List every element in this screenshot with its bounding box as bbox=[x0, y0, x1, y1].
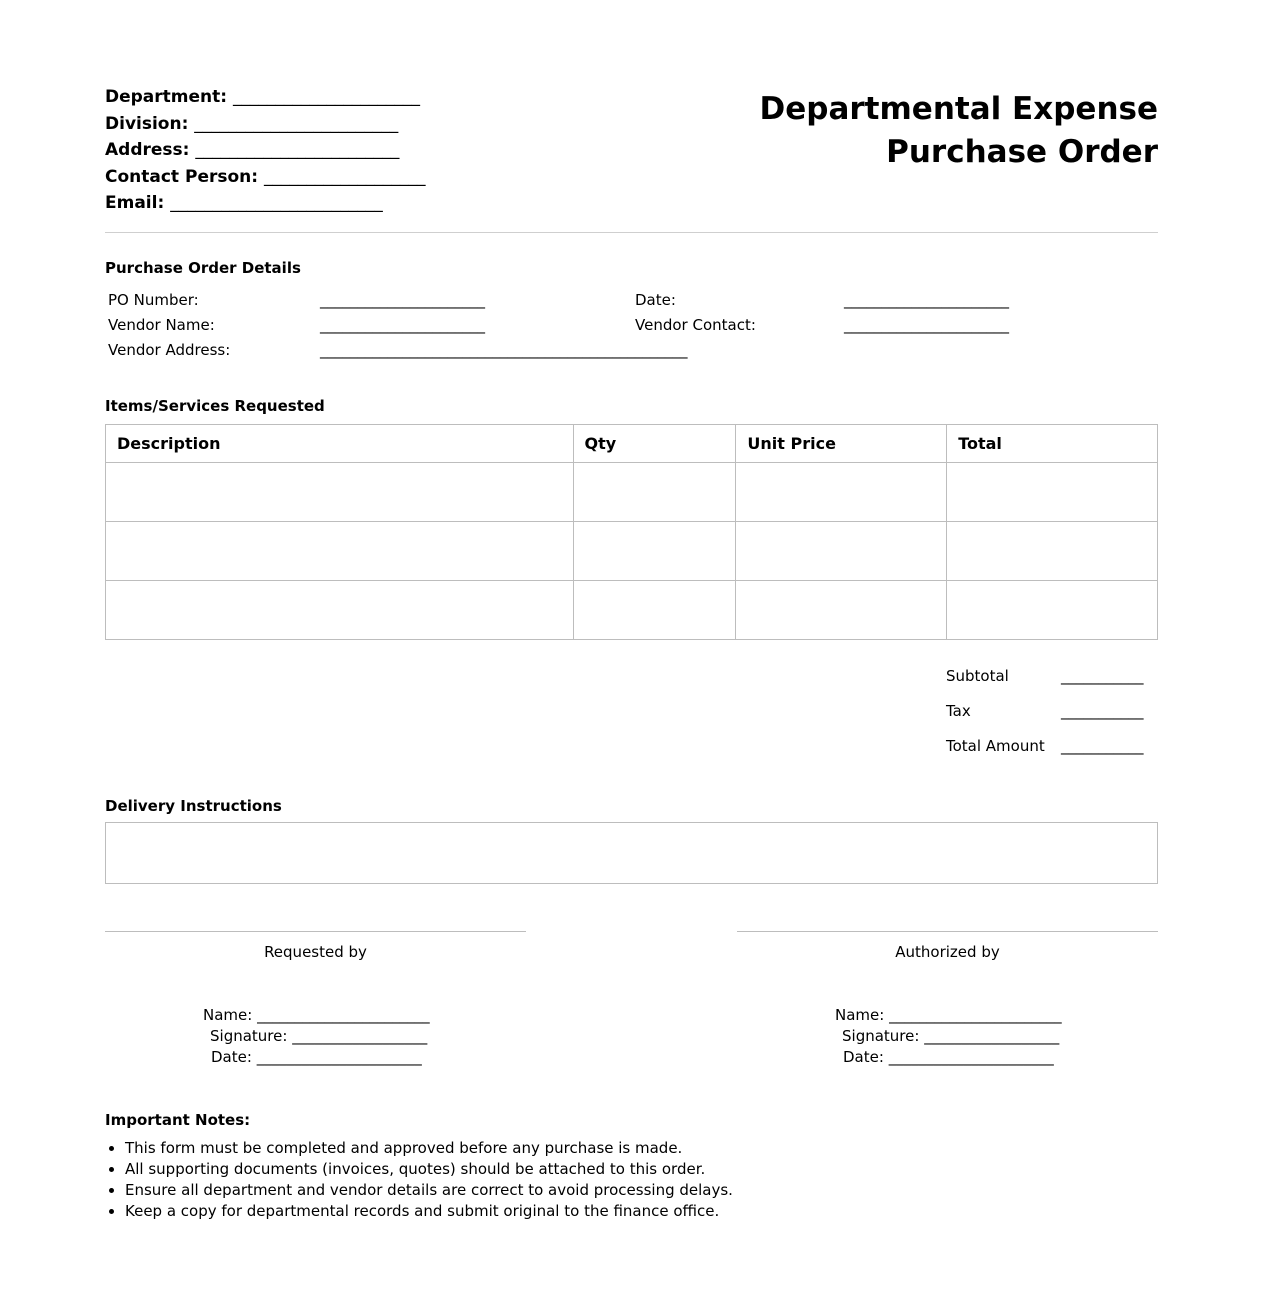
requested-signature-row[interactable] bbox=[210, 1027, 427, 1045]
column-header-unit-price: Unit Price bbox=[736, 425, 947, 463]
table-row bbox=[106, 463, 1158, 522]
unit-price-cell[interactable] bbox=[736, 463, 947, 522]
page-title bbox=[760, 88, 1158, 174]
department-label: Department: bbox=[105, 87, 228, 107]
qty-cell[interactable] bbox=[573, 522, 736, 581]
requested-signature-label: Signature: bbox=[210, 1027, 288, 1045]
vendor-address-field[interactable]: _________________________________________________ bbox=[320, 341, 688, 359]
title-line-1: Departmental Expense bbox=[759, 91, 1158, 127]
department-line[interactable] bbox=[105, 86, 425, 113]
address-label: Address: bbox=[105, 140, 190, 160]
list-item: • All supporting documents (invoices, quotes) should be attached to this order. bbox=[125, 1159, 733, 1180]
authorized-signature-line bbox=[737, 931, 1158, 932]
list-item: • This form must be completed and approved before any purchase is made. bbox=[125, 1138, 733, 1159]
tax-label: Tax bbox=[946, 702, 971, 720]
email-blank[interactable]: _________________________ bbox=[170, 193, 383, 213]
total-cell[interactable] bbox=[947, 522, 1158, 581]
total-amount-field[interactable]: ___________ bbox=[1061, 737, 1144, 755]
contact-person-label: Contact Person: bbox=[105, 166, 259, 187]
requested-date-field[interactable]: ______________________ bbox=[256, 1048, 422, 1066]
requested-date-label: Date: bbox=[211, 1048, 252, 1066]
po-number-label: PO Number: bbox=[108, 291, 199, 309]
requested-signature-field[interactable]: __________________ bbox=[292, 1027, 428, 1045]
important-notes-title: Important Notes: bbox=[105, 1111, 251, 1129]
tax-field[interactable]: ___________ bbox=[1061, 702, 1144, 720]
subtotal-label: Subtotal bbox=[946, 667, 1009, 685]
address-line[interactable] bbox=[105, 139, 425, 166]
authorized-date-label: Date: bbox=[843, 1048, 884, 1066]
unit-price-cell[interactable] bbox=[736, 522, 947, 581]
address-blank[interactable]: ________________________ bbox=[195, 140, 400, 160]
description-cell[interactable] bbox=[106, 522, 574, 581]
requested-date-line[interactable] bbox=[211, 1048, 422, 1066]
column-header-description: Description bbox=[106, 425, 574, 463]
items-title: Items/Services Requested bbox=[105, 397, 325, 415]
important-notes-list bbox=[105, 1138, 733, 1222]
requested-by-title: Requested by bbox=[264, 943, 367, 961]
column-header-total: Total bbox=[947, 425, 1158, 463]
contact-person-line[interactable] bbox=[105, 166, 425, 193]
list-item: • Ensure all department and vendor details are correct to avoid processing delays. bbox=[125, 1180, 733, 1201]
unit-price-cell[interactable] bbox=[736, 581, 947, 640]
delivery-instructions-box[interactable] bbox=[105, 822, 1158, 884]
requested-name-field[interactable]: _______________________ bbox=[257, 1006, 430, 1024]
vendor-contact-field[interactable]: ______________________ bbox=[844, 316, 1009, 334]
column-header-qty: Qty bbox=[573, 425, 736, 463]
total-amount-label: Total Amount bbox=[946, 737, 1045, 755]
table-row bbox=[106, 522, 1158, 581]
vendor-contact-label: Vendor Contact: bbox=[635, 316, 756, 334]
vendor-address-label: Vendor Address: bbox=[108, 341, 231, 359]
qty-cell[interactable] bbox=[573, 463, 736, 522]
requested-name-line[interactable] bbox=[203, 1006, 430, 1024]
email-label: Email: bbox=[105, 193, 165, 213]
qty-cell[interactable] bbox=[573, 581, 736, 640]
delivery-title: Delivery Instructions bbox=[105, 797, 282, 815]
authorized-by-title: Authorized by bbox=[895, 943, 1000, 961]
authorized-signature-label: Signature: bbox=[842, 1027, 920, 1045]
department-blank[interactable]: ______________________ bbox=[233, 87, 420, 107]
email-line[interactable] bbox=[105, 192, 425, 219]
items-header-row bbox=[106, 425, 1158, 463]
items-table bbox=[105, 424, 1158, 640]
authorized-name-line[interactable] bbox=[835, 1006, 1062, 1024]
total-cell[interactable] bbox=[947, 463, 1158, 522]
description-cell[interactable] bbox=[106, 581, 574, 640]
division-blank[interactable]: ________________________ bbox=[194, 113, 399, 134]
authorized-signature-field[interactable]: __________________ bbox=[924, 1027, 1060, 1045]
vendor-name-field[interactable]: ______________________ bbox=[320, 316, 485, 334]
po-number-field[interactable]: ______________________ bbox=[320, 291, 485, 309]
authorized-name-field[interactable]: _______________________ bbox=[889, 1006, 1062, 1024]
date-field[interactable]: ______________________ bbox=[844, 291, 1009, 309]
authorized-signature-row[interactable] bbox=[842, 1027, 1059, 1045]
description-cell[interactable] bbox=[106, 463, 574, 522]
vendor-name-label: Vendor Name: bbox=[108, 316, 215, 334]
list-item: • Keep a copy for departmental records and submit original to the finance office. bbox=[125, 1201, 733, 1222]
authorized-date-line[interactable] bbox=[843, 1048, 1054, 1066]
date-label: Date: bbox=[635, 291, 676, 309]
requested-signature-line bbox=[105, 931, 526, 932]
authorized-date-field[interactable]: ______________________ bbox=[888, 1048, 1054, 1066]
division-line[interactable] bbox=[105, 113, 425, 140]
header-divider bbox=[105, 232, 1158, 233]
title-line-2: Purchase Order bbox=[886, 134, 1158, 170]
total-cell[interactable] bbox=[947, 581, 1158, 640]
po-details-title: Purchase Order Details bbox=[105, 259, 301, 277]
authorized-name-label: Name: bbox=[835, 1006, 885, 1024]
table-row bbox=[106, 581, 1158, 640]
subtotal-field[interactable]: ___________ bbox=[1061, 667, 1144, 685]
department-info bbox=[105, 86, 425, 219]
requested-name-label: Name: bbox=[203, 1006, 253, 1024]
contact-person-blank[interactable]: ___________________ bbox=[263, 166, 426, 187]
division-label: Division: bbox=[105, 113, 189, 134]
